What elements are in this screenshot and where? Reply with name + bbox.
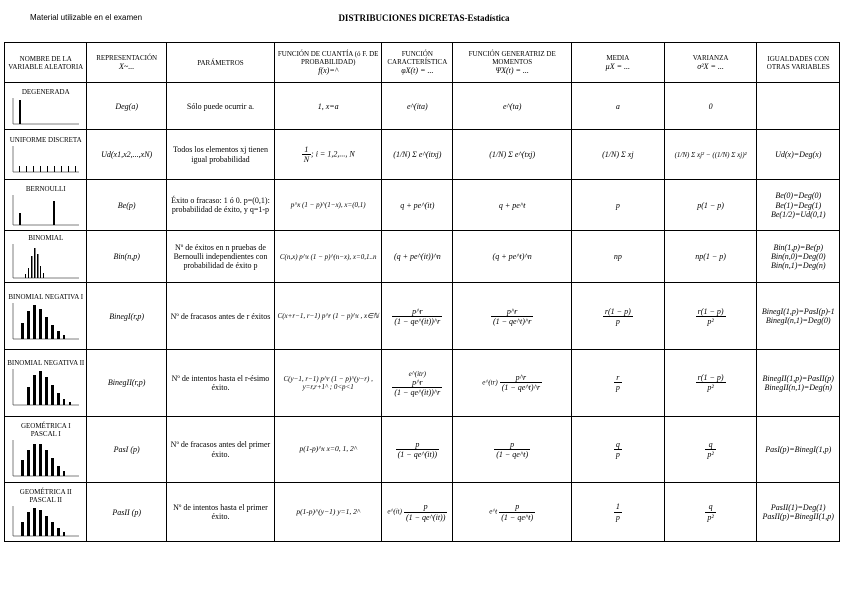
- geometric2-mini-chart: [9, 504, 83, 538]
- row-pmf: p^x (1 − p)^(1−x), x=(0,1): [275, 180, 382, 231]
- row-name-cell: [5, 283, 87, 350]
- char-prefix: e^(it): [387, 508, 402, 516]
- row-var: p(1 − p): [664, 180, 757, 231]
- fraction-denominator: p²: [707, 450, 714, 459]
- header-name: NOMBRE DE LA VARIABLE ALEATORIA: [5, 43, 87, 83]
- header-repr: [87, 43, 166, 83]
- header-char-label: FUNCIÓN CARACTERÍSTICA: [387, 50, 448, 67]
- row-name-cell: [5, 129, 87, 180]
- fraction-denominator: (1 − qe^t): [501, 512, 534, 522]
- row-name-cell: [5, 83, 87, 129]
- row-repr: Bin(n,p): [87, 230, 166, 283]
- fraction-numerator: p: [404, 502, 447, 512]
- mgf-fraction: [500, 373, 542, 392]
- header-pmf-label: FUNCIÓN DE CUANTÍA (ó F. DE PROBABILIDAD): [277, 50, 379, 67]
- header-relations: IGUALDADES CON OTRAS VARIABLES: [757, 43, 840, 83]
- row-params: Nº de fracasos antes de r éxitos: [166, 283, 274, 350]
- header-var: [664, 43, 757, 83]
- fraction-denominator: p²: [707, 512, 714, 522]
- fraction-denominator: (1 − qe^(it))^r: [394, 316, 441, 326]
- row-var: [664, 416, 757, 483]
- row-repr: BinegII(r,p): [87, 350, 166, 417]
- row-mean: p: [571, 180, 664, 231]
- row-relations: [757, 83, 840, 129]
- row-params: Todos los elementos xj tienen igual probabilidad: [166, 129, 274, 180]
- table-row: [5, 180, 840, 231]
- pmf-tail: ; i = 1,2,..., N: [311, 149, 355, 159]
- uniform-mini-chart: [9, 144, 83, 174]
- row-repr: PasII (p): [87, 483, 166, 542]
- row-relations: Bin(1,p)=Be(p) Bin(n,0)=Deg(0) Bin(n,1)=Deg(n): [757, 230, 840, 283]
- fraction-numerator: p^r: [491, 307, 533, 317]
- fraction-numerator: p: [396, 440, 439, 450]
- fraction-denominator: p²: [707, 383, 714, 393]
- row-pmf: C(n,x) p^x (1 − p)^(n−x), x=0,1..n: [275, 230, 382, 283]
- row-pmf: C(y−1, r−1) p^r (1 − p)^(y−r) , y=r,r+1^ ; 0<p<1: [275, 350, 382, 417]
- fraction-numerator: 1: [302, 145, 311, 155]
- document-title: DISTRIBUCIONES DICRETAS-Estadística: [338, 13, 510, 23]
- fraction-denominator: (1 − qe^t)^r: [501, 383, 541, 393]
- char-fraction: [392, 378, 442, 397]
- fraction-denominator: (1 − qe^(it)): [405, 512, 446, 522]
- fraction-denominator: p: [615, 383, 620, 393]
- row-repr: PasI (p): [87, 416, 166, 483]
- row-var: np(1 − p): [664, 230, 757, 283]
- fraction-denominator: p²: [707, 316, 714, 326]
- row-relations: PasI(p)=BinegI(1,p): [757, 416, 840, 483]
- row-mgf: [453, 416, 572, 483]
- header-repr-symbol: X~...: [119, 62, 135, 72]
- mgf-fraction: [499, 502, 535, 521]
- header-pmf: [275, 43, 382, 83]
- row-var: [664, 483, 757, 542]
- row-pmf: [275, 129, 382, 180]
- negbinomial1-mini-chart: [9, 301, 83, 341]
- header-mean: [571, 43, 664, 83]
- row-name-cell: [5, 350, 87, 417]
- geometric1-mini-chart: [9, 438, 83, 478]
- fraction-numerator: r(1 − p): [604, 306, 631, 316]
- row-var: [664, 283, 757, 350]
- degenerate-mini-chart: [9, 96, 83, 126]
- var-fraction: [705, 502, 715, 521]
- row-repr: Ud(x1,x2,...,xN): [87, 129, 166, 180]
- row-mean: [571, 483, 664, 542]
- header-params: PARÁMETROS: [166, 43, 274, 83]
- row-char: q + pe^(it): [382, 180, 453, 231]
- row-mean: np: [571, 230, 664, 283]
- fraction-numerator: 1: [615, 502, 620, 512]
- header-mean-symbol: μX = ...: [605, 62, 630, 72]
- row-name-cell: [5, 483, 87, 542]
- row-char: [382, 416, 453, 483]
- mean-fraction: [614, 440, 622, 459]
- row-pmf: p(1-p)^x x=0, 1, 2^: [275, 416, 382, 483]
- row-relations: Be(0)=Deg(0) Be(1)=Deg(1) Be(1/2)=Ud(0,1): [757, 180, 840, 231]
- mean-fraction: [603, 307, 633, 326]
- row-mgf: (1/N) Σ e^(txj): [453, 129, 572, 180]
- row-char: e^(ita): [382, 83, 453, 129]
- row-name-cell: [5, 416, 87, 483]
- row-mean: [571, 283, 664, 350]
- table-row: [5, 483, 840, 542]
- row-params: Éxito o fracaso: 1 ó 0. p=(0,1): probabilidad de éxito, y q=1-p: [166, 180, 274, 231]
- table-row: [5, 230, 840, 283]
- row-name: BINOMIAL NEGATIVA I: [8, 292, 84, 301]
- fraction-numerator: r(1 − p): [697, 306, 724, 316]
- row-pmf: p(1-p)^(y−1) y=1, 2^: [275, 483, 382, 542]
- fraction-numerator: p^r: [392, 378, 442, 388]
- header-mgf-label: FUNCIÓN GENERATRIZ DE MOMENTOS: [468, 50, 556, 67]
- header-char-symbol: φX(t) = ...: [401, 66, 434, 76]
- distributions-table: [4, 42, 840, 542]
- header-row: [5, 43, 840, 83]
- row-mean: [571, 416, 664, 483]
- row-name-cell: [5, 180, 87, 231]
- row-params: Nº de intentos hasta el r-ésimo éxito.: [166, 350, 274, 417]
- row-pmf: C(x+r−1, r−1) p^r (1 − p)^x , x∈ℕ: [275, 283, 382, 350]
- fraction-numerator: r(1 − p): [697, 373, 724, 383]
- char-prefix: e^(itr): [408, 369, 427, 378]
- bernoulli-mini-chart: [9, 193, 83, 227]
- row-name: BINOMIAL NEGATIVA II: [7, 359, 85, 368]
- row-pmf: 1, x=a: [275, 83, 382, 129]
- row-relations: BinegI(1,p)=PasI(p)-1 BinegI(n,1)=Deg(0): [757, 283, 840, 350]
- row-repr: Deg(a): [87, 83, 166, 129]
- header-mgf: [453, 43, 572, 83]
- row-char: [382, 283, 453, 350]
- fraction-denominator: (1 − qe^t)^r: [492, 316, 532, 326]
- row-name: BINOMIAL: [28, 234, 64, 243]
- mean-fraction: [614, 373, 622, 392]
- mgf-prefix: e^t: [489, 508, 498, 516]
- header-repr-label: REPRESENTACIÓN: [96, 54, 158, 63]
- row-char: [382, 350, 453, 417]
- fraction-denominator: p: [615, 450, 620, 459]
- header-char: [382, 43, 453, 83]
- row-mgf: [453, 350, 572, 417]
- negbinomial2-mini-chart: [9, 367, 83, 407]
- row-var: 0: [664, 83, 757, 129]
- exam-note: Material utilizable en el examen: [30, 13, 143, 22]
- row-mean: (1/N) Σ xj: [571, 129, 664, 180]
- table-row: [5, 283, 840, 350]
- row-repr: BinegI(r,p): [87, 283, 166, 350]
- row-name: GEOMÉTRICA I PASCAL I: [20, 421, 71, 438]
- row-mgf: q + pe^t: [453, 180, 572, 231]
- row-char: (q + pe^(it))^n: [382, 230, 453, 283]
- row-name: UNIFORME DISCRETA: [9, 136, 82, 145]
- row-mean: a: [571, 83, 664, 129]
- row-mgf: e^(ta): [453, 83, 572, 129]
- header-var-symbol: σ²X = ...: [697, 62, 724, 72]
- row-params: Nº de fracasos antes del primer éxito.: [166, 416, 274, 483]
- char-fraction: [404, 502, 447, 521]
- fraction-numerator: q: [705, 440, 715, 450]
- char-fraction: [396, 440, 439, 459]
- row-mean: [571, 350, 664, 417]
- mgf-fraction: [491, 307, 533, 326]
- char-fraction: [392, 307, 442, 326]
- table-row: [5, 350, 840, 417]
- row-var: (1/N) Σ xj² − ((1/N) Σ xj)²: [664, 129, 757, 180]
- fraction-numerator: p: [499, 502, 535, 512]
- row-name: BERNOULLI: [25, 184, 66, 193]
- header-var-label: VARIANZA: [692, 54, 729, 63]
- row-name: DEGENERADA: [21, 87, 70, 96]
- row-params: Nº de éxitos en n pruebas de Bernoulli independientes con probabilidad de éxito p: [166, 230, 274, 283]
- header-mgf-symbol: ΨX(t) = ...: [495, 66, 529, 76]
- fraction-numerator: q: [705, 502, 715, 512]
- fraction-denominator: (1 − qe^(it))^r: [394, 387, 441, 397]
- row-params: Sólo puede ocurrir a.: [166, 83, 274, 129]
- row-name-cell: [5, 230, 87, 283]
- fraction-numerator: r: [614, 373, 622, 383]
- row-relations: BinegII(1,p)=PasII(p) BinegII(n,1)=Deg(n): [757, 350, 840, 417]
- row-repr: Be(p): [87, 180, 166, 231]
- fraction-denominator: (1 − qe^(it)): [397, 450, 438, 459]
- header-mean-label: MEDIA: [606, 54, 630, 63]
- row-relations: Ud(x)=Deg(x): [757, 129, 840, 180]
- pmf-fraction: [302, 145, 311, 164]
- fraction-numerator: q: [615, 439, 620, 449]
- fraction-numerator: p^r: [500, 373, 542, 383]
- var-fraction: [696, 307, 726, 326]
- row-var: [664, 350, 757, 417]
- row-params: Nº de intentos hasta el primer éxito.: [166, 483, 274, 542]
- mgf-prefix: e^(tr): [482, 378, 498, 387]
- fraction-denominator: p: [615, 512, 620, 522]
- fraction-denominator: (1 − qe^t): [496, 450, 529, 459]
- table-row: [5, 129, 840, 180]
- row-mgf: (q + pe^t)^n: [453, 230, 572, 283]
- row-char: (1/N) Σ e^(itxj): [382, 129, 453, 180]
- row-mgf: [453, 283, 572, 350]
- table-row: [5, 416, 840, 483]
- var-fraction: [696, 373, 726, 392]
- fraction-denominator: N: [303, 155, 310, 165]
- fraction-denominator: p: [615, 316, 620, 326]
- header-pmf-symbol: f(x)=^: [318, 66, 339, 76]
- binomial-mini-chart: [9, 242, 83, 280]
- fraction-numerator: p^r: [392, 307, 442, 317]
- mean-fraction: [614, 502, 622, 521]
- row-name: GEOMÉTRICA II PASCAL II: [19, 487, 72, 504]
- row-relations: PasII(1)=Deg(1) PasII(p)=BinegII(1,p): [757, 483, 840, 542]
- row-char: [382, 483, 453, 542]
- mgf-fraction: [494, 440, 530, 459]
- row-mgf: [453, 483, 572, 542]
- fraction-numerator: p: [494, 440, 530, 450]
- var-fraction: [705, 440, 715, 459]
- table-row: [5, 83, 840, 129]
